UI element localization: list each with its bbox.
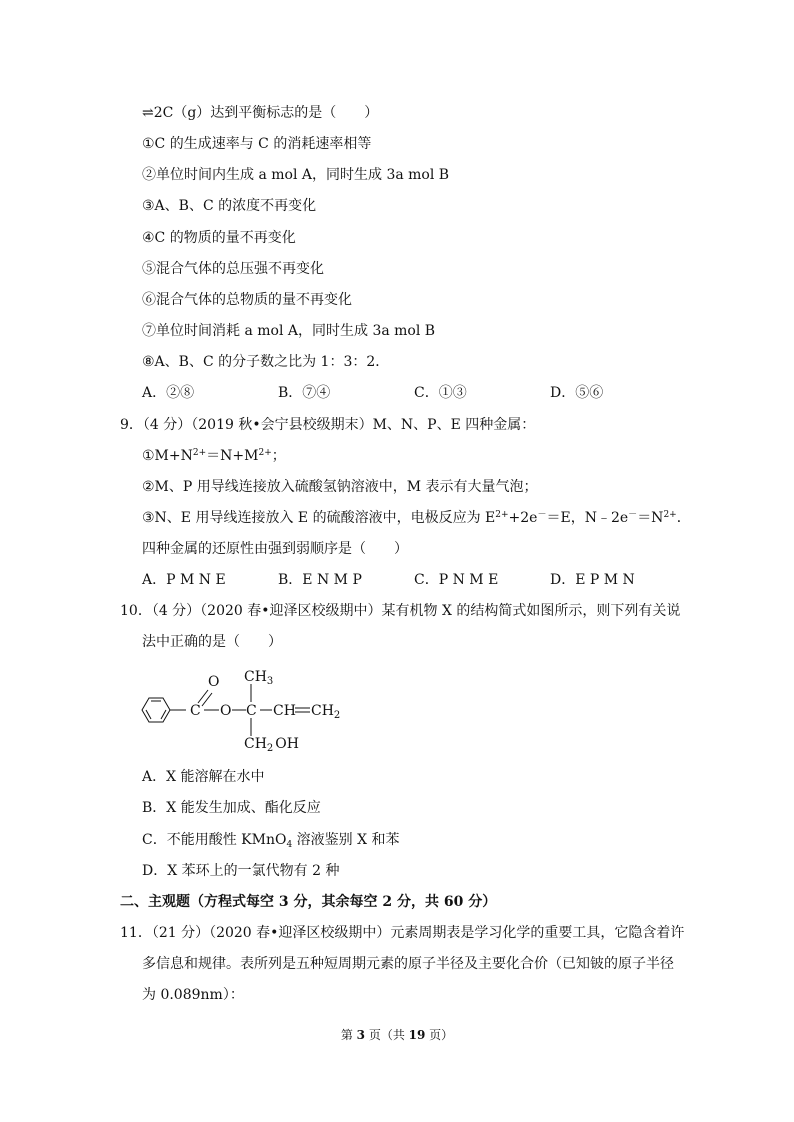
q10-option-c: C．不能用酸性 KMnO$_4$ 溶液鉴别 X 和苯	[142, 832, 400, 850]
q8-item-8: ⑧A、B、C 的分子数之比为 1：3：2．	[142, 354, 390, 370]
q9-item-1: $①M+N^{2+}=N+M^{2+}$；	[142, 448, 286, 464]
q9-option-d: D．E P M N	[550, 572, 635, 588]
ch3-label: $CH_3$	[244, 669, 274, 687]
carbonyl-o-label: O	[208, 674, 220, 690]
q10-stem-line-2: 法中正确的是（ ）	[142, 634, 282, 650]
q10-option-d: D．X 苯环上的一氯代物有 2 种	[142, 863, 340, 879]
q8-item-2: ②单位时间内生成 a mol A，同时生成 3a mol B	[142, 167, 450, 183]
q8-options	[142, 384, 642, 402]
q10-stem-line-1: 10．（4 分）（2020 春•迎泽区校级期中）某有机物 X 的结构简式如图所示，则下列有关说	[120, 603, 681, 619]
vinyl-ch2-label: $CH_2$	[311, 703, 341, 721]
q8-option-d: D．⑤⑥	[550, 385, 604, 401]
ch2oh-label: $CH_2$ OH	[244, 736, 299, 754]
q8-option-b: B．⑦④	[278, 385, 331, 401]
q9-option-b: B．E N M P	[278, 572, 362, 588]
page-footer: 第 3 页（共 19 页）	[340, 1028, 454, 1042]
carbonyl-c-label: C	[190, 703, 201, 719]
q8-item-1: ①C 的生成速率与 C 的消耗速率相等	[142, 136, 372, 152]
q9-stem: 9．（4 分）（2019 秋•会宁县校级期末）M、N、P、E 四种金属：	[120, 417, 536, 433]
ester-o-label: O	[220, 703, 232, 719]
q8-item-3: ③A、B、C 的浓度不再变化	[142, 198, 317, 214]
carbonyl-double-bond-2	[202, 693, 212, 706]
q9-option-c: C．P N M E	[414, 572, 499, 588]
structure-formula-diagram	[140, 664, 350, 754]
q9-question: 四种金属的还原性由强到弱顺序是（ ）	[142, 541, 408, 557]
q9-item-2: ②M、P 用导线连接放入硫酸氢钠溶液中，M 表示有大量气泡；	[142, 479, 538, 495]
q9-item-3: ③N、E 用导线连接放入 E 的硫酸溶液中，电极反应为 $E^{2+}+2e^-=E$，$N﹣2e^-=N^{2+}$．	[142, 510, 691, 526]
quaternary-c-label: C	[246, 703, 257, 719]
q9-option-a: A．P M N E	[142, 572, 226, 588]
section-2-heading: 二、主观题（方程式每空 3 分，其余每空 2 分，共 60 分）	[120, 894, 497, 910]
q10-option-b: B．X 能发生加成、酯化反应	[142, 800, 321, 816]
q11-line-3: 为 0.089nm）：	[142, 987, 244, 1003]
q8-item-5: ⑤混合气体的总压强不再变化	[142, 261, 324, 277]
q8-item-7: ⑦单位时间消耗 a mol A，同时生成 3a mol B	[142, 323, 436, 339]
q8-option-c: C．①③	[414, 385, 467, 401]
benzene-ring	[142, 698, 170, 722]
q8-option-a: A．②⑧	[142, 385, 195, 401]
q8-stem-tail: ⇌2C（g）达到平衡标志的是（ ）	[142, 105, 379, 121]
q8-item-6: ⑥混合气体的总物质的量不再变化	[142, 292, 352, 308]
carbonyl-double-bond-1	[198, 690, 208, 703]
q11-line-2: 多信息和规律。表所列是五种短周期元素的原子半径及主要化合价（已知铍的原子半径	[142, 956, 674, 972]
vinyl-ch-label: CH	[273, 703, 296, 719]
q11-line-1: 11．（21 分）（2020 春•迎泽区校级期中）元素周期表是学习化学的重要工具，它隐含着许	[120, 925, 685, 941]
q8-item-4: ④C 的物质的量不再变化	[142, 230, 296, 246]
q9-options	[142, 571, 642, 589]
q10-option-a: A．X 能溶解在水中	[142, 769, 265, 785]
